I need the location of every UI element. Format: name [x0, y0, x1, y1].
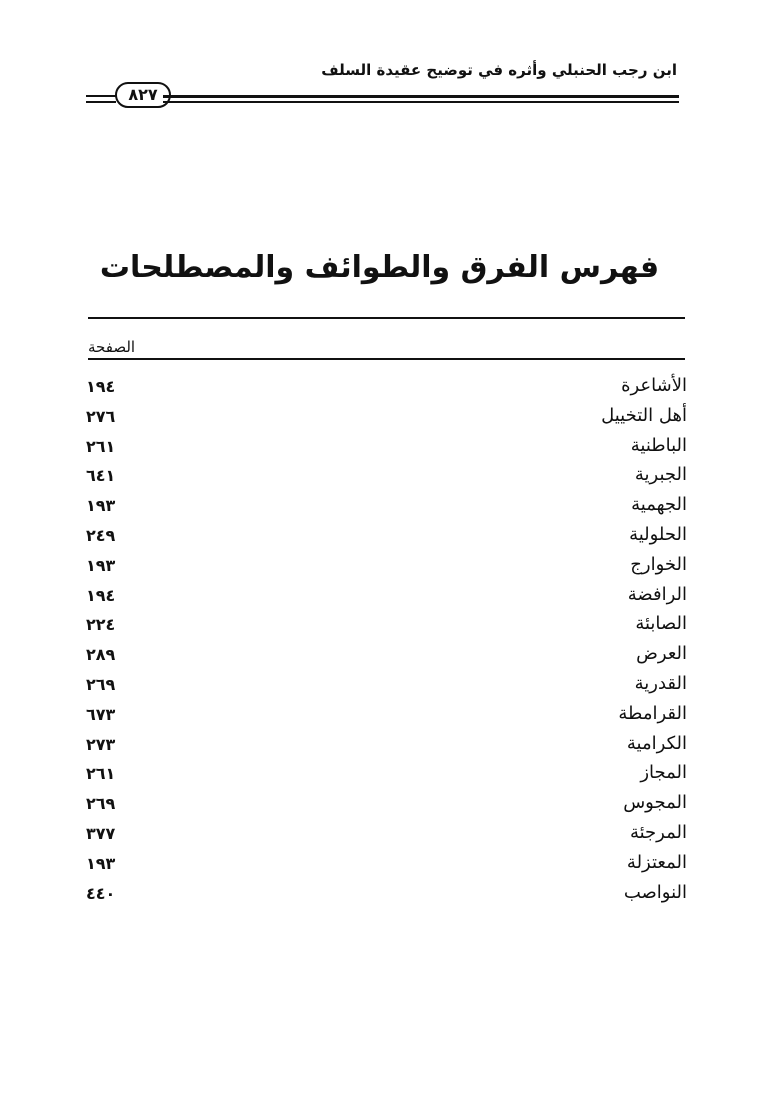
entry-term: الجهمية	[631, 494, 687, 516]
entry-term: القدرية	[634, 672, 687, 694]
entry-page-number: ١٩٣	[86, 853, 116, 873]
entry-term: الرافضة	[627, 583, 687, 605]
entry-page-number: ٢٢٤	[86, 615, 116, 635]
index-entry-row	[86, 461, 687, 491]
entry-page-number: ٢٦٩	[86, 794, 116, 814]
entry-page-number: ٢٦١	[86, 436, 116, 456]
header-rule-thin	[163, 101, 679, 103]
table-top-rule	[88, 317, 685, 319]
entry-page-number: ٢٧٦	[86, 406, 116, 426]
entry-term: المجاز	[640, 762, 687, 784]
index-title: فهرس الفرق والطوائف والمصطلحات	[99, 250, 660, 285]
entry-term: الكرامية	[626, 732, 687, 754]
entry-term: النواصب	[623, 881, 687, 903]
entry-page-number: ١٩٤	[86, 585, 116, 605]
table-header-rule	[88, 358, 685, 360]
index-entry-row	[86, 491, 687, 521]
index-entry-row	[86, 402, 687, 432]
entry-page-number: ٢٦٩	[86, 674, 116, 694]
entry-page-number: ٣٧٧	[86, 823, 116, 843]
index-entry-row	[86, 610, 687, 640]
index-entry-row	[86, 640, 687, 670]
index-entry-row	[86, 432, 687, 462]
entry-term: الباطنية	[630, 434, 687, 456]
index-entries	[86, 372, 687, 908]
header-rule-left-thin	[86, 101, 116, 103]
entry-page-number: ٦٧٣	[86, 704, 116, 724]
entry-page-number: ١٩٤	[86, 377, 116, 396]
entry-page-number: ٢٦١	[86, 764, 116, 784]
entry-term: الحلولية	[629, 523, 687, 545]
entry-page-number: ٢٨٩	[86, 645, 116, 665]
index-entry-row	[86, 759, 687, 789]
entry-term: المجوس	[623, 792, 687, 814]
header-rule-left-thick	[86, 95, 116, 97]
entry-term: المعتزلة	[626, 851, 687, 873]
index-entry-row	[86, 879, 687, 909]
entry-page-number: ٤٤٠	[86, 883, 116, 903]
entry-term: الخوارج	[630, 553, 687, 575]
entry-term: العرض	[636, 643, 687, 665]
index-entry-row	[86, 581, 687, 611]
entry-term: المرجئة	[629, 821, 687, 843]
running-header: ابن رجب الحنبلي وأثره في توضيح عقيدة السلف	[321, 61, 677, 79]
index-entry-row	[86, 730, 687, 760]
page-number: ٨٢٧	[115, 82, 171, 108]
header-rule	[163, 95, 679, 98]
entry-page-number: ١٩٣	[86, 555, 116, 575]
entry-page-number: ٢٤٩	[86, 525, 116, 545]
entry-term: القرامطة	[618, 702, 687, 724]
page-column-label: الصفحة	[88, 338, 136, 356]
entry-page-number: ١٩٣	[86, 496, 116, 516]
index-entry-row	[86, 849, 687, 879]
entry-term: الصابئة	[635, 613, 687, 635]
index-entry-row	[86, 789, 687, 819]
index-entry-row	[86, 670, 687, 700]
index-entry-row	[86, 700, 687, 730]
entry-page-number: ٢٧٣	[86, 734, 116, 754]
index-entry-row	[86, 551, 687, 581]
index-entry-row	[86, 819, 687, 849]
entry-term: الجبرية	[634, 464, 687, 486]
entry-term: أهل التخييل	[601, 404, 687, 426]
entry-term: الأشاعرة	[621, 375, 687, 396]
index-entry-row	[86, 372, 687, 402]
index-entry-row	[86, 521, 687, 551]
entry-page-number: ٦٤١	[86, 466, 116, 486]
